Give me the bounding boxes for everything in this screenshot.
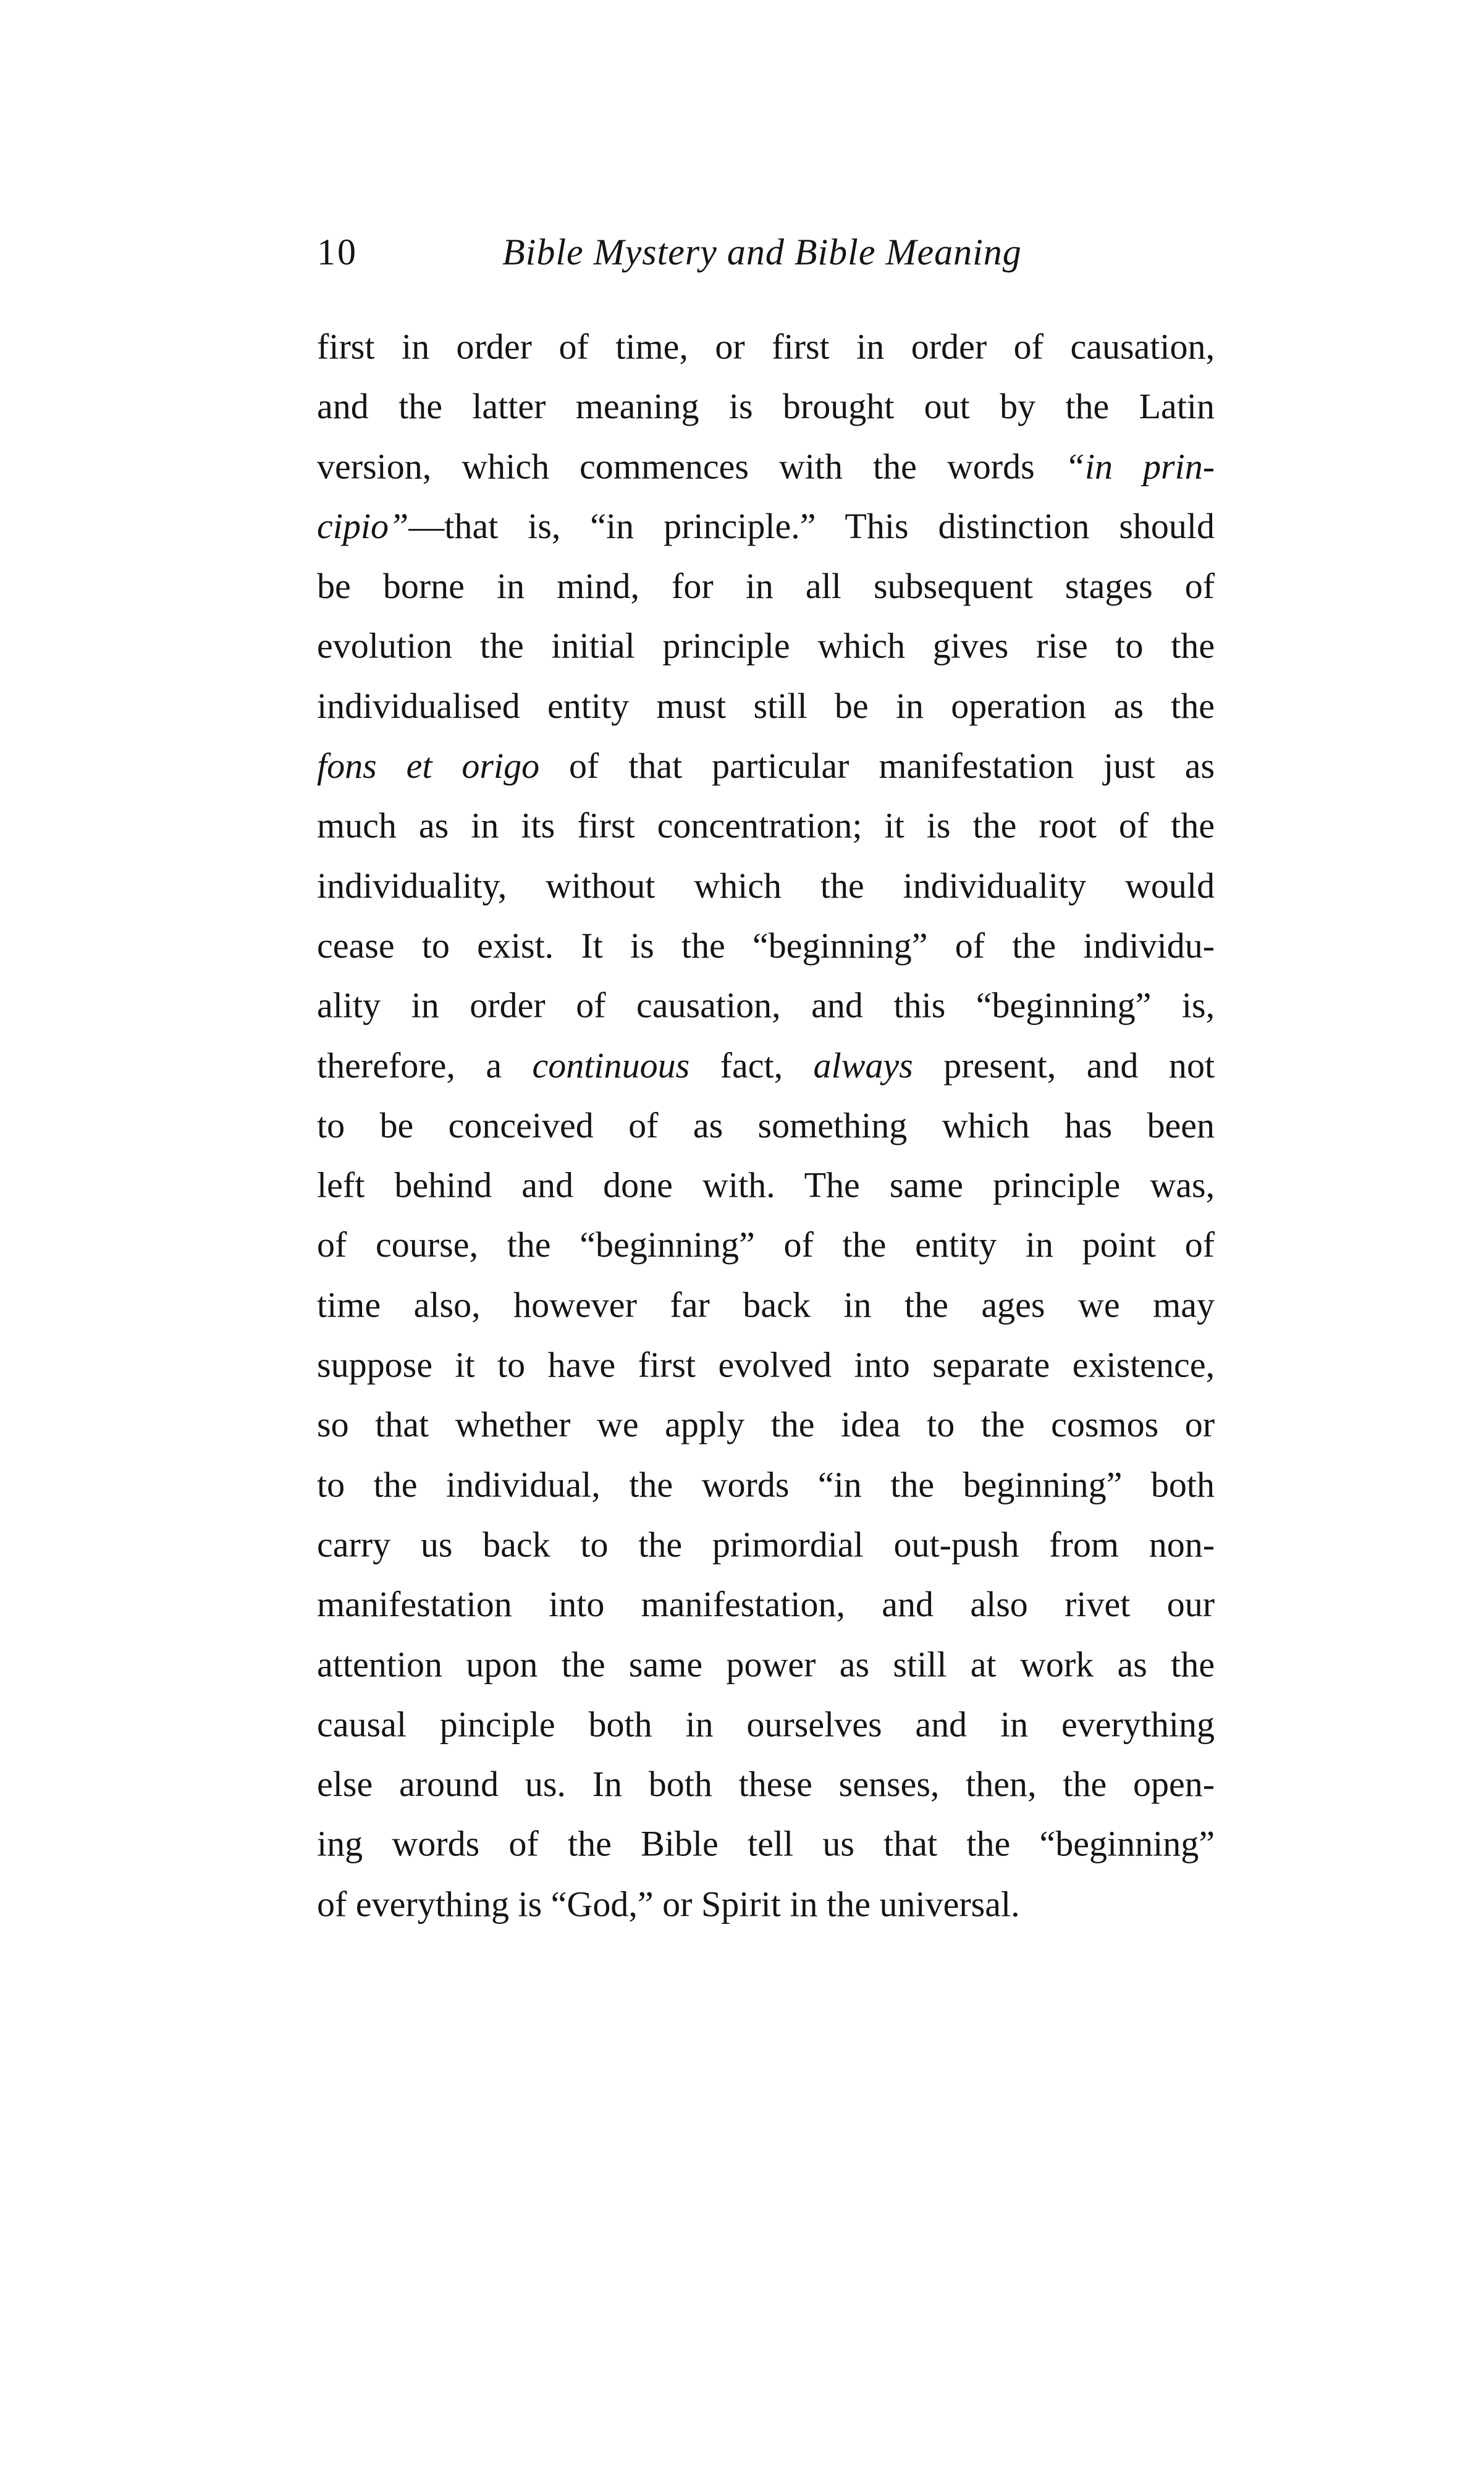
line-text: cease to exist. It is the “beginning” of the individu-	[317, 925, 1215, 966]
line-text: to the individual, the words “in the beginning” both	[317, 1465, 1215, 1504]
text-line	[317, 1155, 1215, 1215]
line-text: evolution the initial principle which gives rise to the	[317, 626, 1215, 666]
line-text: left behind and done with. The same principle was,	[317, 1165, 1215, 1205]
latin-phrase: fons et origo	[317, 746, 540, 786]
line-text: suppose it to have first evolved into separate existence,	[317, 1345, 1215, 1385]
line-text: manifestation into manifestation, and also rivet our	[317, 1584, 1215, 1624]
latin-phrase: “in prin-	[1065, 446, 1215, 486]
line-text: of course, the “beginning” of the entity in point of	[317, 1225, 1215, 1265]
text-line	[317, 1755, 1215, 1815]
line-text: of that particular manifestation just as	[539, 746, 1215, 786]
text-line	[317, 1335, 1215, 1395]
line-text: be borne in mind, for in all subsequent stages of	[317, 566, 1215, 606]
line-text: fact,	[689, 1045, 814, 1086]
body-text	[317, 317, 1215, 1934]
line-text: much as in its first concentration; it is the root of the	[317, 806, 1215, 846]
page-number: 10	[317, 232, 358, 272]
text-line	[317, 1874, 1215, 1934]
text-line	[317, 677, 1215, 736]
text-line	[317, 437, 1215, 497]
line-text: of everything is “God,” or Spirit in the universal.	[317, 1884, 1020, 1924]
line-text: and the latter meaning is brought out by the Latin	[317, 386, 1215, 426]
line-text: ality in order of causation, and this “beginning” is,	[317, 985, 1215, 1026]
text-line	[317, 1815, 1215, 1874]
line-text: to be conceived of as something which has been	[317, 1105, 1215, 1145]
line-text: time also, however far back in the ages we may	[317, 1285, 1215, 1325]
running-title: Bible Mystery and Bible Meaning	[502, 232, 1022, 272]
line-text: carry us back to the primordial out-push from non-	[317, 1525, 1215, 1564]
emphasis: always	[813, 1045, 913, 1086]
text-line	[317, 557, 1215, 617]
page-header	[317, 227, 1208, 277]
text-line	[317, 916, 1215, 976]
line-text: causal pinciple both in ourselves and in everything	[317, 1704, 1215, 1744]
text-line	[317, 1095, 1215, 1155]
line-text: individualised entity must still be in operation as the	[317, 686, 1215, 726]
text-line	[317, 617, 1215, 677]
text-line	[317, 736, 1215, 796]
text-line	[317, 1635, 1215, 1695]
line-text: else around us. In both these senses, then, the open-	[317, 1764, 1215, 1804]
line-text: so that whether we apply the idea to the cosmos or	[317, 1405, 1215, 1445]
text-line	[317, 1575, 1215, 1635]
line-text: therefore, a	[317, 1045, 533, 1086]
text-line	[317, 1215, 1215, 1275]
text-line	[317, 1455, 1215, 1515]
line-text: individuality, without which the individuality would	[317, 866, 1215, 906]
text-line	[317, 976, 1215, 1035]
latin-phrase: cipio”	[317, 506, 409, 546]
line-text: —that is, “in principle.” This distinction should	[408, 506, 1215, 546]
text-line	[317, 377, 1215, 437]
line-text: attention upon the same power as still at work as the	[317, 1644, 1215, 1684]
text-line	[317, 1515, 1215, 1575]
line-text: present, and not	[913, 1045, 1215, 1086]
line-text: version, which commences with the words	[317, 446, 1065, 486]
emphasis: continuous	[532, 1045, 690, 1086]
text-line	[317, 317, 1215, 377]
text-line	[317, 856, 1215, 916]
text-line	[317, 1395, 1215, 1455]
text-line	[317, 1695, 1215, 1755]
line-text: first in order of time, or first in order of causation,	[317, 326, 1215, 366]
text-line	[317, 796, 1215, 856]
text-line	[317, 1035, 1215, 1095]
line-text: ing words of the Bible tell us that the “beginning”	[317, 1824, 1215, 1864]
text-line	[317, 1275, 1215, 1335]
text-line	[317, 497, 1215, 557]
